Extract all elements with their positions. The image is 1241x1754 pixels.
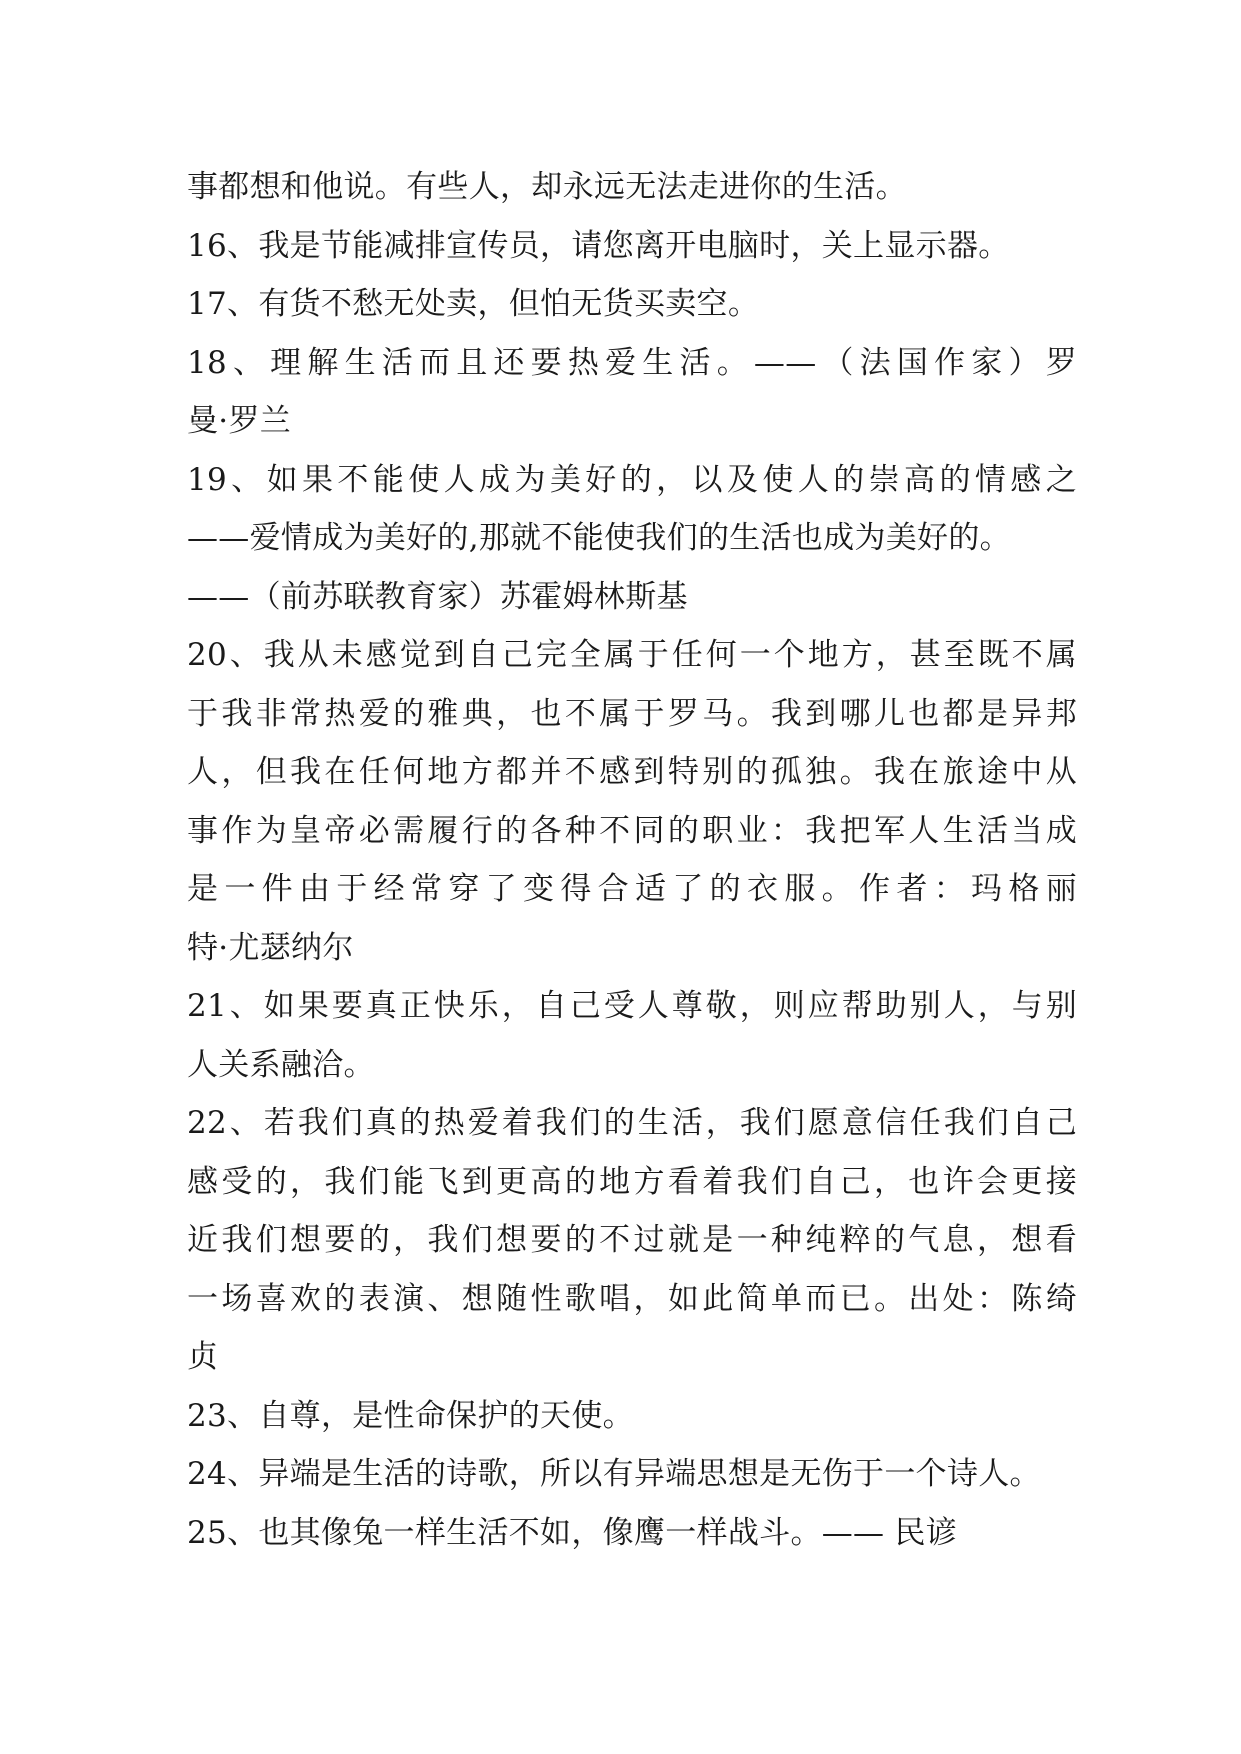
text-line: 事都想和他说。有些人，却永远无法走进你的生活。 [187, 169, 907, 205]
text-line: 特·尤瑟纳尔 [187, 929, 354, 966]
text-line: 感受的，我们能飞到更高的地方看着我们自己，也许会更接 [187, 1163, 1077, 1200]
text-line: 17、有货不愁无处卖，但怕无货买卖空。 [187, 286, 760, 322]
text-line: 25、也其像兔一样生活不如，像鹰一样战斗。—— 民谚 [187, 1514, 958, 1551]
text-line: 近我们想要的，我们想要的不过就是一种纯粹的气息，想看 [187, 1222, 1077, 1258]
text-line: 曼·罗兰 [187, 403, 292, 439]
text-line: 21、如果要真正快乐，自己受人尊敬，则应帮助别人，与别 [187, 988, 1077, 1024]
text-line: ——（前苏联教育家）苏霍姆林斯基 [187, 578, 688, 615]
text-line: 贞 [187, 1339, 219, 1375]
text-line: 人关系融洽。 [187, 1046, 375, 1083]
text-line: 24、异端是生活的诗歌，所以有异端思想是无伤于一个诗人。 [187, 1456, 1041, 1492]
text-line: 19、如果不能使人成为美好的，以及使人的崇高的情感之 [187, 461, 1077, 498]
text-line: 22、若我们真的热爱着我们的生活，我们愿意信任我们自己 [187, 1105, 1077, 1141]
text-line: 一场喜欢的表演、想随性歌唱，如此简单而已。出处：陈绮 [187, 1280, 1077, 1317]
text-line: 20、我从未感觉到自己完全属于任何一个地方，甚至既不属 [187, 637, 1077, 673]
text-line: 23、自尊，是性命保护的天使。 [187, 1397, 634, 1434]
document-body [187, 158, 1077, 1562]
text-line: 是一件由于经常穿了变得合适了的衣服。作者：玛格丽 [187, 871, 1077, 907]
text-line: 事作为皇帝必需履行的各种不同的职业：我把军人生活当成 [187, 812, 1077, 849]
text-line: 于我非常热爱的雅典，也不属于罗马。我到哪儿也都是异邦 [187, 695, 1077, 732]
text-line: ——爱情成为美好的,那就不能使我们的生活也成为美好的。 [187, 520, 1011, 556]
text-line: 16、我是节能减排宣传员，请您离开电脑时，关上显示器。 [187, 227, 1010, 264]
text-line: 人，但我在任何地方都并不感到特别的孤独。我在旅途中从 [187, 754, 1077, 790]
text-line: 18、理解生活而且还要热爱生活。——（法国作家）罗 [187, 344, 1077, 381]
